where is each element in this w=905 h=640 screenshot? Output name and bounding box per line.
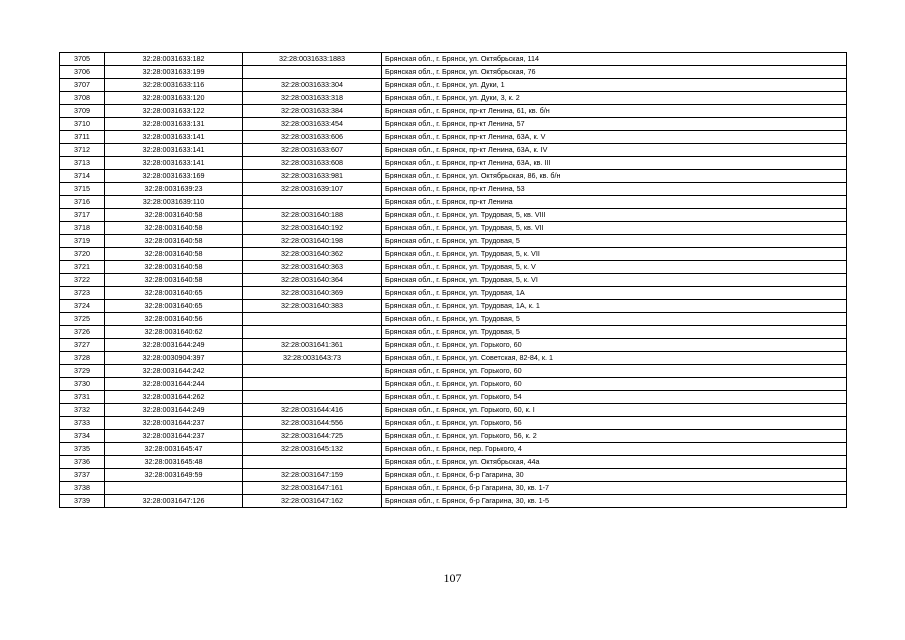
- table-row: [60, 326, 847, 339]
- cadastral-number-cell: 32:28:0031640:58: [105, 235, 243, 248]
- address-cell: Брянская обл., г. Брянск, ул. Трудовая, 5: [382, 313, 847, 326]
- row-number-cell: 3732: [60, 404, 105, 417]
- cadastral-number-cell: 32:28:0031633:141: [105, 144, 243, 157]
- cadastral-number-cell: 32:28:0031644:262: [105, 391, 243, 404]
- cadastral-number-cell: 32:28:0030904:397: [105, 352, 243, 365]
- cadastral-number-cell: 32:28:0031649:59: [105, 469, 243, 482]
- table-row: [60, 66, 847, 79]
- linked-cadastral-number-cell: 32:28:0031639:107: [243, 183, 382, 196]
- address-cell: Брянская обл., г. Брянск, ул. Октябрьская, 44а: [382, 456, 847, 469]
- row-number-cell: 3707: [60, 79, 105, 92]
- cadastral-number-cell: 32:28:0031633:131: [105, 118, 243, 131]
- table-body: [60, 53, 847, 508]
- table-row: [60, 443, 847, 456]
- row-number-cell: 3719: [60, 235, 105, 248]
- table-row: [60, 144, 847, 157]
- table-row: [60, 131, 847, 144]
- linked-cadastral-number-cell: 32:28:0031644:416: [243, 404, 382, 417]
- table-row: [60, 157, 847, 170]
- linked-cadastral-number-cell: 32:28:0031633:1883: [243, 53, 382, 66]
- cadastral-number-cell: 32:28:0031644:242: [105, 365, 243, 378]
- address-cell: Брянская обл., г. Брянск, ул. Дуки, 3, к. 2: [382, 92, 847, 105]
- address-cell: Брянская обл., г. Брянск, пр-кт Ленина, 63А, кв. III: [382, 157, 847, 170]
- table-row: [60, 92, 847, 105]
- cadastral-number-cell: 32:28:0031633:199: [105, 66, 243, 79]
- address-cell: Брянская обл., г. Брянск, ул. Трудовая, 5, кв. VIII: [382, 209, 847, 222]
- cadastral-number-cell: 32:28:0031644:237: [105, 430, 243, 443]
- cadastral-number-cell: 32:28:0031644:249: [105, 404, 243, 417]
- table-row: [60, 196, 847, 209]
- linked-cadastral-number-cell: [243, 378, 382, 391]
- cadastral-number-cell: 32:28:0031640:65: [105, 287, 243, 300]
- cadastral-number-cell: 32:28:0031640:58: [105, 222, 243, 235]
- linked-cadastral-number-cell: 32:28:0031640:188: [243, 209, 382, 222]
- address-cell: Брянская обл., г. Брянск, ул. Горького, 60: [382, 378, 847, 391]
- linked-cadastral-number-cell: 32:28:0031633:608: [243, 157, 382, 170]
- table-row: [60, 261, 847, 274]
- linked-cadastral-number-cell: 32:28:0031640:198: [243, 235, 382, 248]
- linked-cadastral-number-cell: 32:28:0031647:162: [243, 495, 382, 508]
- row-number-cell: 3720: [60, 248, 105, 261]
- cadastral-number-cell: [105, 482, 243, 495]
- row-number-cell: 3737: [60, 469, 105, 482]
- linked-cadastral-number-cell: 32:28:0031633:607: [243, 144, 382, 157]
- row-number-cell: 3725: [60, 313, 105, 326]
- table-row: [60, 79, 847, 92]
- address-cell: Брянская обл., г. Брянск, пр-кт Ленина, 53: [382, 183, 847, 196]
- table-row: [60, 417, 847, 430]
- row-number-cell: 3712: [60, 144, 105, 157]
- linked-cadastral-number-cell: [243, 66, 382, 79]
- table-row: [60, 456, 847, 469]
- address-cell: Брянская обл., г. Брянск, б-р Гагарина, 30, кв. 1-7: [382, 482, 847, 495]
- linked-cadastral-number-cell: 32:28:0031640:192: [243, 222, 382, 235]
- cadastral-number-cell: 32:28:0031633:116: [105, 79, 243, 92]
- linked-cadastral-number-cell: 32:28:0031633:606: [243, 131, 382, 144]
- address-cell: Брянская обл., г. Брянск, ул. Горького, 56: [382, 417, 847, 430]
- row-number-cell: 3708: [60, 92, 105, 105]
- cadastral-number-cell: 32:28:0031639:110: [105, 196, 243, 209]
- cadastral-number-cell: 32:28:0031639:23: [105, 183, 243, 196]
- table-row: [60, 235, 847, 248]
- linked-cadastral-number-cell: [243, 391, 382, 404]
- address-cell: Брянская обл., г. Брянск, ул. Горького, 54: [382, 391, 847, 404]
- linked-cadastral-number-cell: 32:28:0031645:132: [243, 443, 382, 456]
- row-number-cell: 3723: [60, 287, 105, 300]
- address-cell: Брянская обл., г. Брянск, ул. Горького, 60: [382, 365, 847, 378]
- address-cell: Брянская обл., г. Брянск, ул. Горького, 60: [382, 339, 847, 352]
- cadastral-number-cell: 32:28:0031633:141: [105, 131, 243, 144]
- linked-cadastral-number-cell: 32:28:0031647:159: [243, 469, 382, 482]
- address-cell: Брянская обл., г. Брянск, ул. Советская, 82-84, к. 1: [382, 352, 847, 365]
- address-cell: Брянская обл., г. Брянск, пр-кт Ленина, 61, кв. б/н: [382, 105, 847, 118]
- row-number-cell: 3729: [60, 365, 105, 378]
- row-number-cell: 3717: [60, 209, 105, 222]
- table-row: [60, 482, 847, 495]
- table-row: [60, 300, 847, 313]
- address-cell: Брянская обл., г. Брянск, б-р Гагарина, 30, кв. 1-5: [382, 495, 847, 508]
- cadastral-number-cell: 32:28:0031640:58: [105, 261, 243, 274]
- row-number-cell: 3733: [60, 417, 105, 430]
- linked-cadastral-number-cell: 32:28:0031644:725: [243, 430, 382, 443]
- address-cell: Брянская обл., г. Брянск, ул. Октябрьская, 86, кв. б/н: [382, 170, 847, 183]
- cadastral-number-cell: 32:28:0031640:65: [105, 300, 243, 313]
- address-cell: Брянская обл., г. Брянск, пр-кт Ленина, 63А, к. IV: [382, 144, 847, 157]
- linked-cadastral-number-cell: 32:28:0031640:363: [243, 261, 382, 274]
- table-row: [60, 404, 847, 417]
- address-cell: Брянская обл., г. Брянск, ул. Трудовая, 5: [382, 326, 847, 339]
- row-number-cell: 3711: [60, 131, 105, 144]
- row-number-cell: 3731: [60, 391, 105, 404]
- linked-cadastral-number-cell: 32:28:0031640:362: [243, 248, 382, 261]
- table-row: [60, 495, 847, 508]
- address-cell: Брянская обл., г. Брянск, пр-кт Ленина, 63А, к. V: [382, 131, 847, 144]
- table-row: [60, 209, 847, 222]
- address-cell: Брянская обл., г. Брянск, пр-кт Ленина: [382, 196, 847, 209]
- linked-cadastral-number-cell: 32:28:0031633:384: [243, 105, 382, 118]
- table-row: [60, 118, 847, 131]
- linked-cadastral-number-cell: 32:28:0031640:364: [243, 274, 382, 287]
- row-number-cell: 3706: [60, 66, 105, 79]
- row-number-cell: 3722: [60, 274, 105, 287]
- row-number-cell: 3710: [60, 118, 105, 131]
- cadastral-number-cell: 32:28:0031644:249: [105, 339, 243, 352]
- address-cell: Брянская обл., г. Брянск, ул. Трудовая, 5, к. VI: [382, 274, 847, 287]
- row-number-cell: 3705: [60, 53, 105, 66]
- row-number-cell: 3735: [60, 443, 105, 456]
- row-number-cell: 3724: [60, 300, 105, 313]
- cadastral-number-cell: 32:28:0031640:62: [105, 326, 243, 339]
- linked-cadastral-number-cell: 32:28:0031647:161: [243, 482, 382, 495]
- table-row: [60, 287, 847, 300]
- row-number-cell: 3714: [60, 170, 105, 183]
- address-cell: Брянская обл., г. Брянск, ул. Горького, 56, к. 2: [382, 430, 847, 443]
- row-number-cell: 3726: [60, 326, 105, 339]
- linked-cadastral-number-cell: [243, 196, 382, 209]
- cadastral-number-cell: 32:28:0031644:237: [105, 417, 243, 430]
- cadastral-number-cell: 32:28:0031645:48: [105, 456, 243, 469]
- linked-cadastral-number-cell: 32:28:0031640:369: [243, 287, 382, 300]
- linked-cadastral-number-cell: 32:28:0031643:73: [243, 352, 382, 365]
- cadastral-number-cell: 32:28:0031633:122: [105, 105, 243, 118]
- address-cell: Брянская обл., г. Брянск, ул. Трудовая, 5, кв. VII: [382, 222, 847, 235]
- cadastral-number-cell: 32:28:0031640:56: [105, 313, 243, 326]
- table-row: [60, 365, 847, 378]
- table-row: [60, 391, 847, 404]
- row-number-cell: 3721: [60, 261, 105, 274]
- address-cell: Брянская обл., г. Брянск, ул. Трудовая, 1А: [382, 287, 847, 300]
- cadastral-number-cell: 32:28:0031645:47: [105, 443, 243, 456]
- property-registry-table: [59, 52, 847, 508]
- linked-cadastral-number-cell: [243, 365, 382, 378]
- address-cell: Брянская обл., г. Брянск, пр-кт Ленина, 57: [382, 118, 847, 131]
- table-row: [60, 53, 847, 66]
- linked-cadastral-number-cell: 32:28:0031644:556: [243, 417, 382, 430]
- table-row: [60, 430, 847, 443]
- row-number-cell: 3718: [60, 222, 105, 235]
- cadastral-number-cell: 32:28:0031633:120: [105, 92, 243, 105]
- table-row: [60, 274, 847, 287]
- cadastral-number-cell: 32:28:0031640:58: [105, 209, 243, 222]
- cadastral-number-cell: 32:28:0031647:126: [105, 495, 243, 508]
- table-row: [60, 378, 847, 391]
- address-cell: Брянская обл., г. Брянск, б-р Гагарина, 30: [382, 469, 847, 482]
- row-number-cell: 3739: [60, 495, 105, 508]
- cadastral-number-cell: 32:28:0031640:58: [105, 248, 243, 261]
- row-number-cell: 3709: [60, 105, 105, 118]
- cadastral-number-cell: 32:28:0031644:244: [105, 378, 243, 391]
- cadastral-number-cell: 32:28:0031633:141: [105, 157, 243, 170]
- row-number-cell: 3713: [60, 157, 105, 170]
- cadastral-number-cell: 32:28:0031633:169: [105, 170, 243, 183]
- row-number-cell: 3730: [60, 378, 105, 391]
- row-number-cell: 3734: [60, 430, 105, 443]
- linked-cadastral-number-cell: 32:28:0031633:981: [243, 170, 382, 183]
- row-number-cell: 3736: [60, 456, 105, 469]
- linked-cadastral-number-cell: 32:28:0031633:454: [243, 118, 382, 131]
- linked-cadastral-number-cell: [243, 313, 382, 326]
- table-row: [60, 222, 847, 235]
- table-row: [60, 105, 847, 118]
- address-cell: Брянская обл., г. Брянск, пер. Горького, 4: [382, 443, 847, 456]
- address-cell: Брянская обл., г. Брянск, ул. Горького, 60, к. I: [382, 404, 847, 417]
- row-number-cell: 3727: [60, 339, 105, 352]
- table-row: [60, 313, 847, 326]
- linked-cadastral-number-cell: 32:28:0031640:383: [243, 300, 382, 313]
- address-cell: Брянская обл., г. Брянск, ул. Трудовая, 5, к. VII: [382, 248, 847, 261]
- row-number-cell: 3715: [60, 183, 105, 196]
- linked-cadastral-number-cell: 32:28:0031641:361: [243, 339, 382, 352]
- cadastral-number-cell: 32:28:0031633:182: [105, 53, 243, 66]
- table-row: [60, 352, 847, 365]
- address-cell: Брянская обл., г. Брянск, ул. Октябрьская, 114: [382, 53, 847, 66]
- linked-cadastral-number-cell: [243, 456, 382, 469]
- row-number-cell: 3738: [60, 482, 105, 495]
- table-row: [60, 469, 847, 482]
- address-cell: Брянская обл., г. Брянск, ул. Октябрьская, 76: [382, 66, 847, 79]
- table-row: [60, 248, 847, 261]
- linked-cadastral-number-cell: 32:28:0031633:318: [243, 92, 382, 105]
- table-row: [60, 183, 847, 196]
- linked-cadastral-number-cell: 32:28:0031633:304: [243, 79, 382, 92]
- table-row: [60, 170, 847, 183]
- row-number-cell: 3728: [60, 352, 105, 365]
- table-row: [60, 339, 847, 352]
- page-number: 107: [443, 571, 462, 585]
- address-cell: Брянская обл., г. Брянск, ул. Трудовая, 5, к. V: [382, 261, 847, 274]
- address-cell: Брянская обл., г. Брянск, ул. Дуки, 1: [382, 79, 847, 92]
- linked-cadastral-number-cell: [243, 326, 382, 339]
- row-number-cell: 3716: [60, 196, 105, 209]
- address-cell: Брянская обл., г. Брянск, ул. Трудовая, 5: [382, 235, 847, 248]
- cadastral-number-cell: 32:28:0031640:58: [105, 274, 243, 287]
- address-cell: Брянская обл., г. Брянск, ул. Трудовая, 1А, к. 1: [382, 300, 847, 313]
